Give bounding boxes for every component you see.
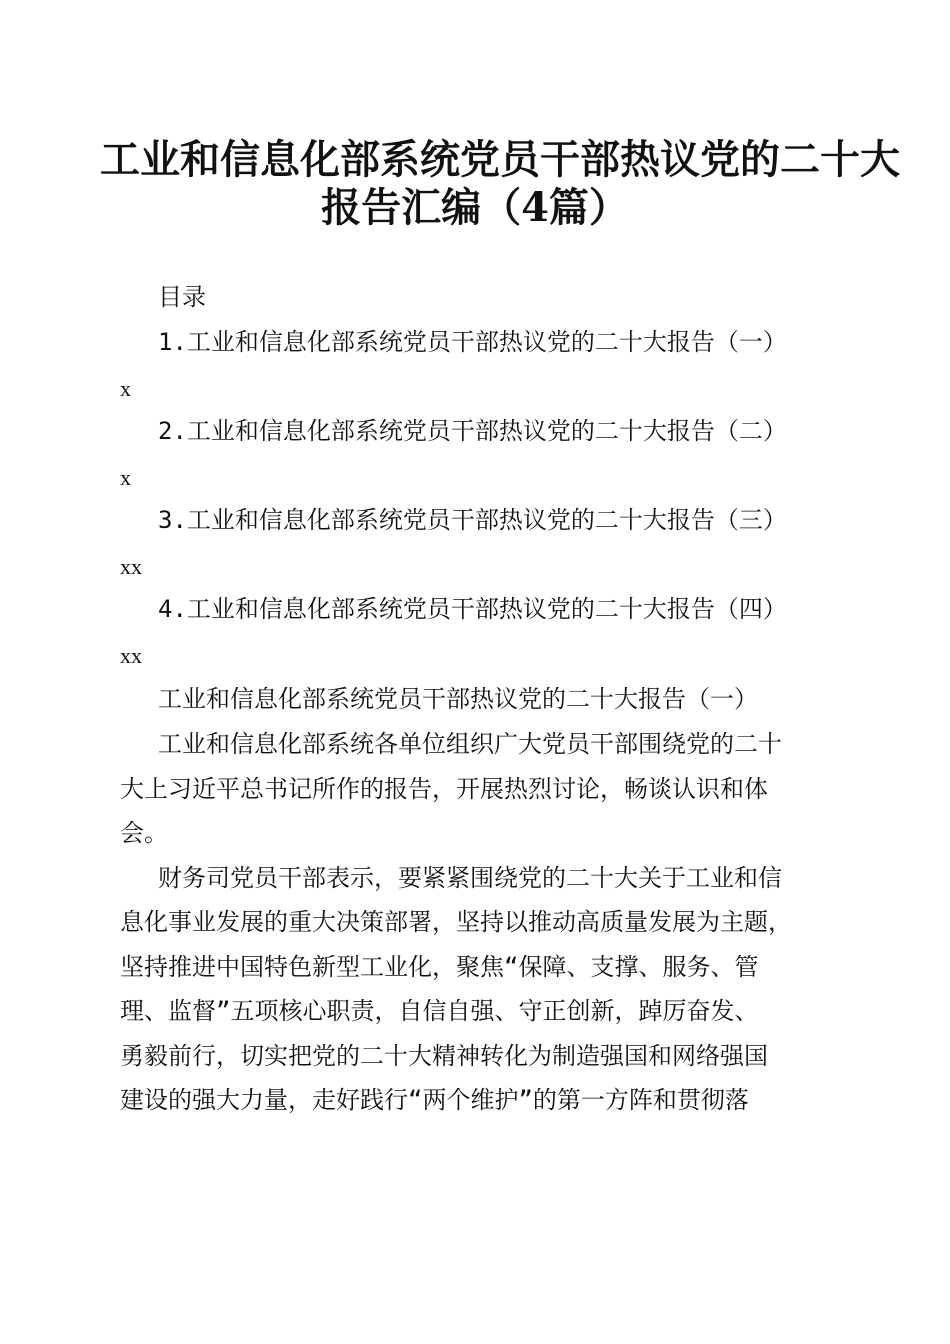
paragraph-1-line-2: 大上习近平总书记所作的报告，开展热烈讨论，畅谈认识和体: [120, 775, 768, 803]
toc-item-1-page: x: [120, 376, 131, 401]
toc-heading: 目录: [158, 283, 206, 311]
paragraph-2-line-1: 财务司党员干部表示，要紧紧围绕党的二十大关于工业和信: [158, 864, 782, 892]
document-title-line-2: 报告汇编（4篇）: [321, 184, 629, 231]
toc-item-3-page: xx: [120, 554, 142, 579]
paragraph-1-line-3: 会。: [120, 819, 168, 847]
paragraph-2-line-5: 勇毅前行，切实把党的二十大精神转化为制造强国和网络强国: [120, 1042, 768, 1070]
toc-item-4: 4.工业和信息化部系统党员干部热议党的二十大报告（四）: [158, 595, 787, 623]
toc-item-1: 1.工业和信息化部系统党员干部热议党的二十大报告（一）: [158, 328, 787, 356]
toc-item-2-page: x: [120, 465, 131, 490]
paragraph-2-line-2: 息化事业发展的重大决策部署，坚持以推动高质量发展为主题，: [120, 908, 792, 936]
paragraph-2-line-4: 理、监督”五项核心职责，自信自强、守正创新，踔厉奋发、: [120, 997, 759, 1025]
paragraph-2-line-3: 坚持推进中国特色新型工业化，聚焦“保障、支撑、服务、管: [120, 953, 759, 981]
paragraph-2-line-6: 建设的强大力量，走好践行“两个维护”的第一方阵和贯彻落: [120, 1086, 749, 1114]
toc-item-2: 2.工业和信息化部系统党员干部热议党的二十大报告（二）: [158, 417, 787, 445]
section-heading: 工业和信息化部系统党员干部热议党的二十大报告（一）: [158, 685, 758, 713]
toc-item-3: 3.工业和信息化部系统党员干部热议党的二十大报告（三）: [158, 506, 787, 534]
toc-item-4-page: xx: [120, 643, 142, 668]
paragraph-1-line-1: 工业和信息化部系统各单位组织广大党员干部围绕党的二十: [158, 730, 782, 758]
document-title-line-1: 工业和信息化部系统党员干部热议党的二十大: [100, 136, 900, 183]
